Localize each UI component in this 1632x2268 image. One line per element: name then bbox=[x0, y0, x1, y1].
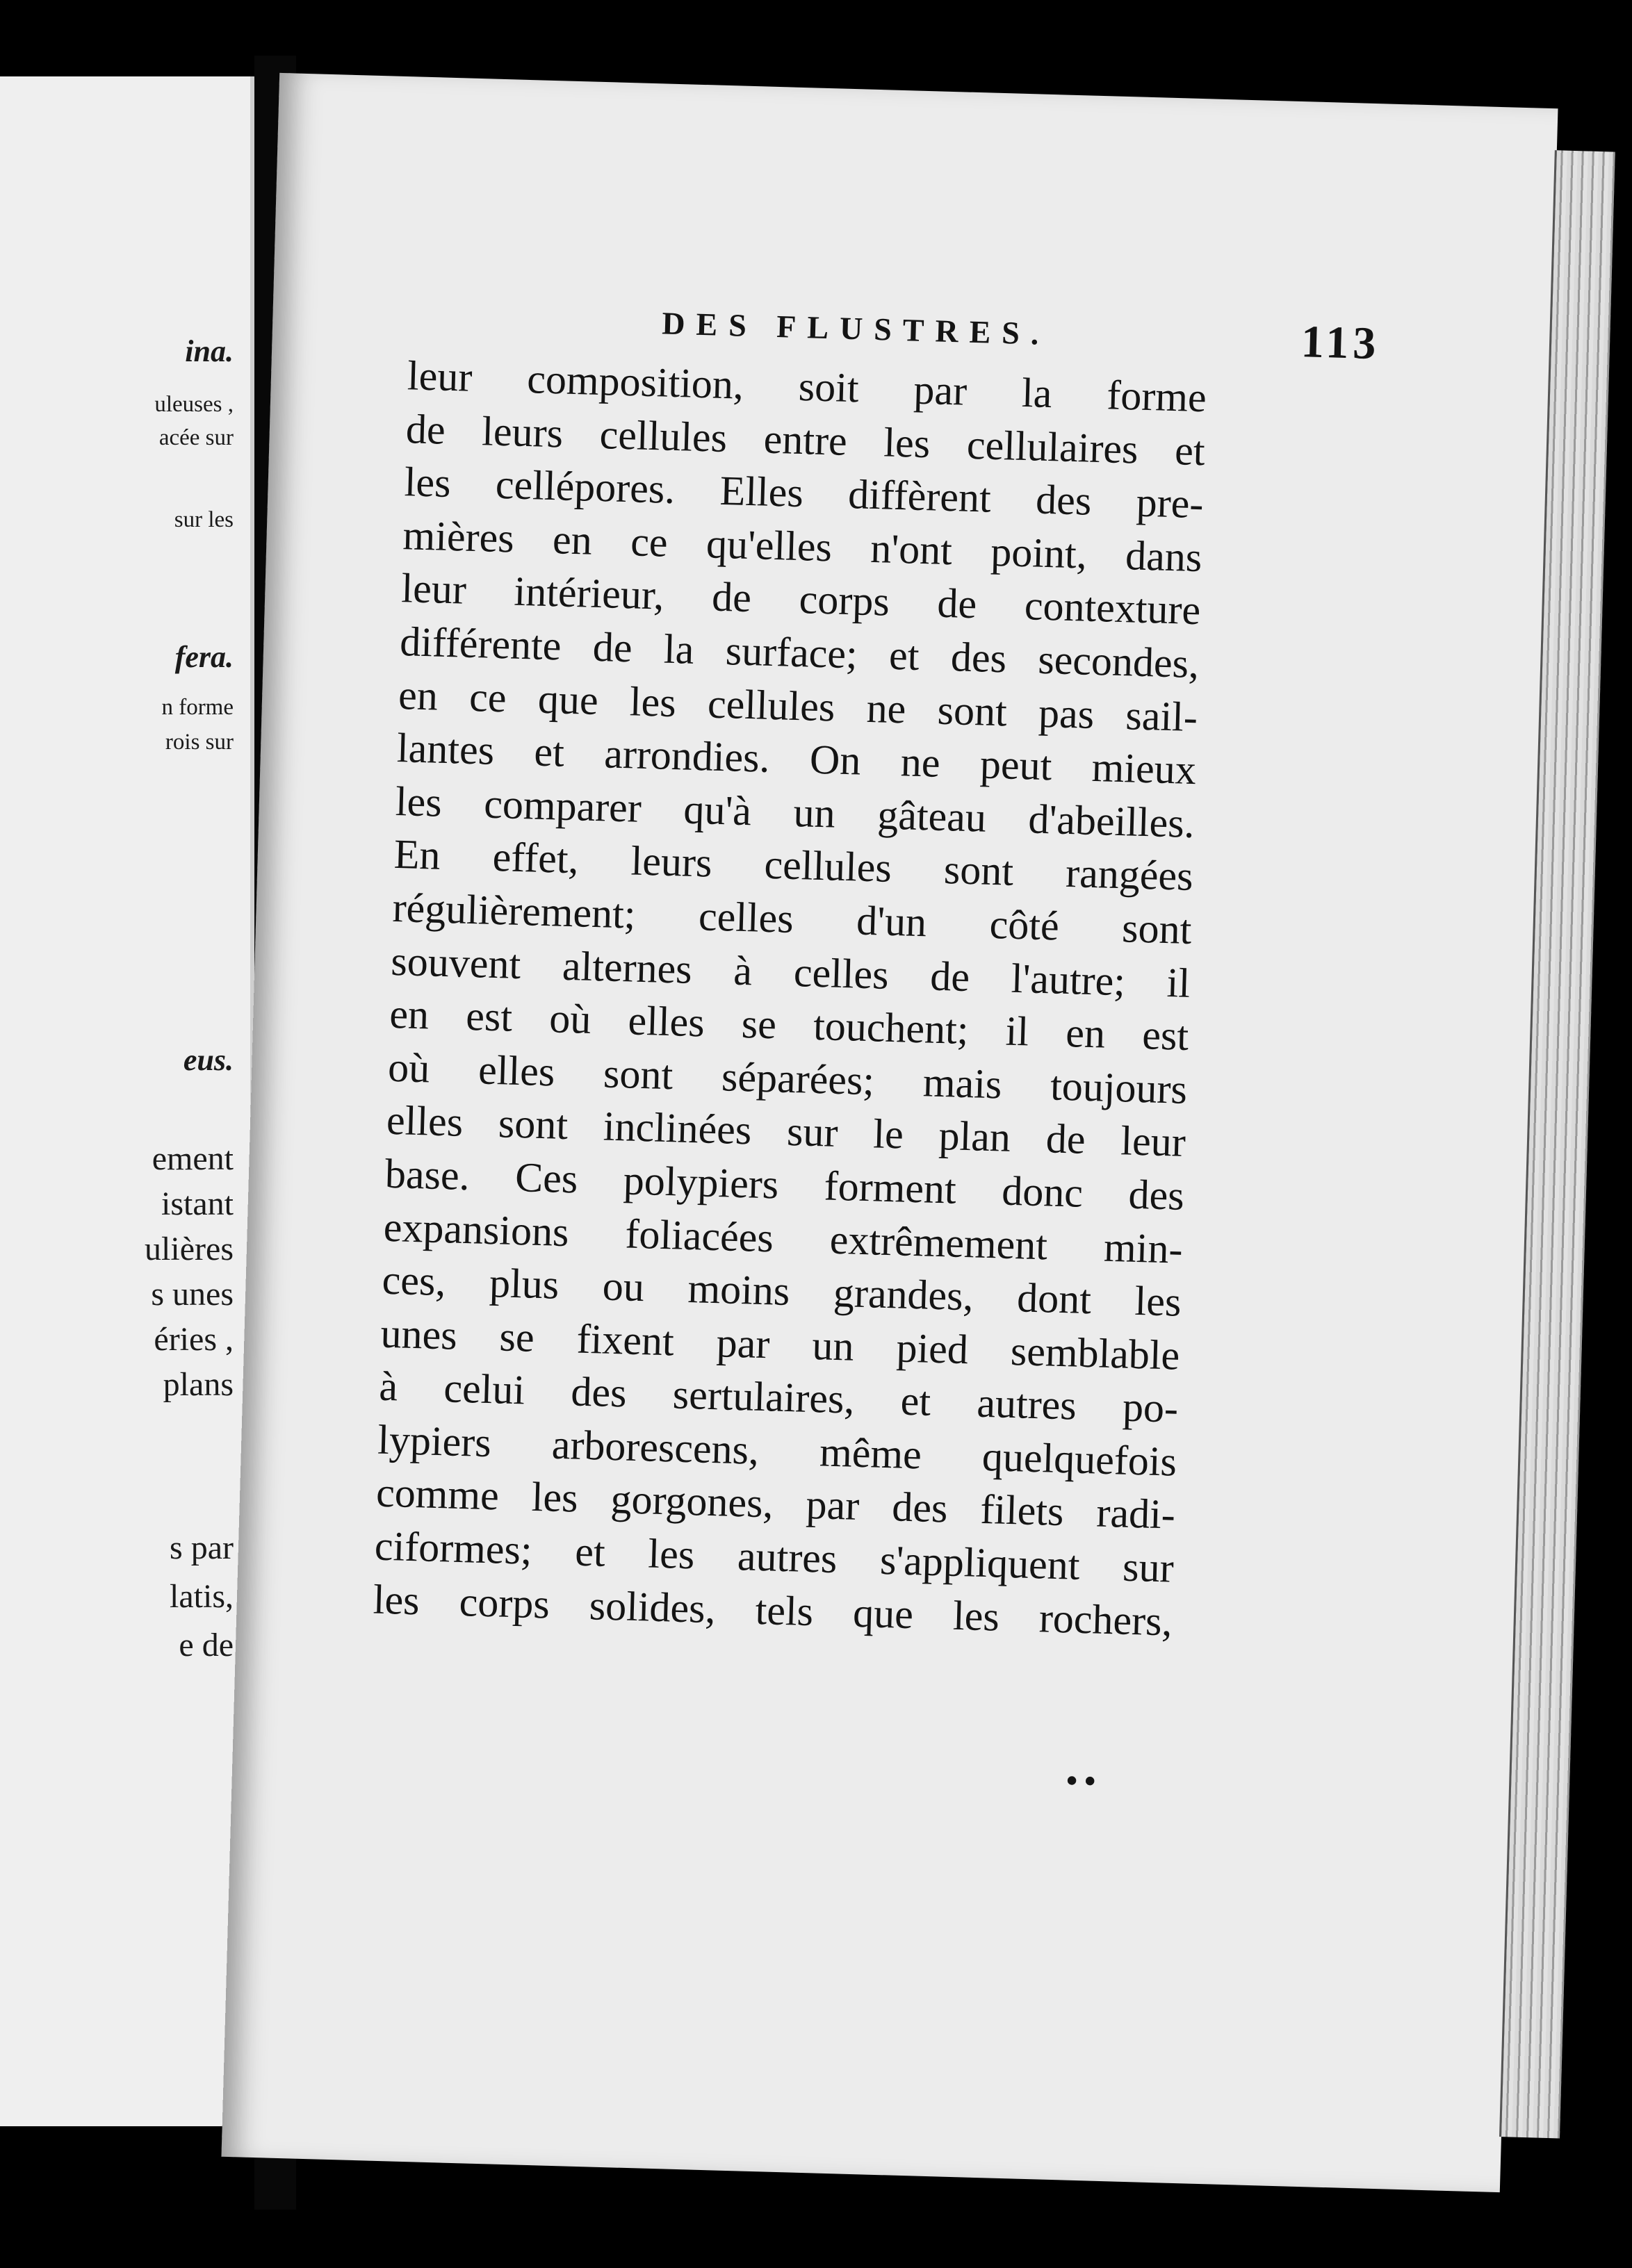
left-page-line: latis, bbox=[170, 1578, 234, 1615]
left-page-line: uleuses , bbox=[154, 392, 234, 417]
left-page-line: ement bbox=[152, 1140, 234, 1177]
text-line: ces, plus ou moins grandes, dont les bbox=[381, 1256, 1182, 1325]
text-line: base. Ces polypiers forment donc des bbox=[384, 1150, 1185, 1219]
left-page-line: e de bbox=[179, 1627, 234, 1663]
text-line: régulièrement; celles d'un côté sont bbox=[391, 884, 1193, 953]
text-line: comme les gorgones, par des filets radi- bbox=[375, 1470, 1176, 1538]
text-line: lantes et arrondies. On ne peut mieux bbox=[396, 725, 1197, 794]
left-page-line: ulières bbox=[145, 1231, 234, 1267]
book-page bbox=[221, 73, 1558, 2192]
text-line: les cellépores. Elles diffèrent des pre- bbox=[403, 459, 1205, 527]
text-line: ciformes; et les autres s'appliquent sur bbox=[374, 1522, 1175, 1591]
text-line: leur composition, soit par la forme bbox=[407, 352, 1207, 421]
text-line: à celui des sertulaires, et autres po- bbox=[378, 1363, 1179, 1432]
left-page-line: n forme bbox=[161, 695, 234, 720]
text-line: de leurs cellules entre les cellulaires et bbox=[405, 405, 1206, 474]
text-line: les comparer qu'à un gâteau d'abeilles. bbox=[395, 778, 1196, 846]
text-line: elles sont inclinées sur le plan de leur bbox=[386, 1097, 1186, 1166]
signature-mark: •• bbox=[1066, 1762, 1103, 1799]
left-page-line: istant bbox=[161, 1185, 234, 1222]
running-head: DES FLUSTRES. bbox=[661, 305, 1051, 352]
left-page-line: éries , bbox=[154, 1321, 234, 1358]
left-page-line: fera. bbox=[174, 640, 234, 674]
text-line: lypiers arborescens, même quelquefois bbox=[377, 1416, 1177, 1485]
left-page-line: ina. bbox=[185, 334, 234, 368]
left-page-line: eus. bbox=[183, 1043, 234, 1077]
left-page-line: rois sur bbox=[165, 730, 234, 755]
left-page-line: s par bbox=[170, 1529, 234, 1566]
text-line: différente de la surface; et des secondes, bbox=[399, 618, 1200, 687]
text-line: où elles sont séparées; mais toujours bbox=[387, 1044, 1188, 1112]
text-line: leur intérieur, de corps de contexture bbox=[400, 565, 1202, 634]
text-line: mières en ce qu'elles n'ont point, dans bbox=[402, 511, 1203, 580]
text-line: en est où elles se touchent; il en est bbox=[389, 990, 1189, 1060]
text-line: expansions foliacées extrêmement min- bbox=[383, 1203, 1184, 1272]
text-line: souvent alternes à celles de l'autre; il bbox=[390, 937, 1191, 1006]
page-fore-edge bbox=[1499, 150, 1615, 2138]
text-line: En effet, leurs cellules sont rangées bbox=[393, 831, 1194, 900]
body-text bbox=[373, 349, 1207, 1648]
text-line: en ce que les cellules ne sont pas sail- bbox=[398, 671, 1198, 740]
left-page-line: acée sur bbox=[158, 425, 234, 450]
text-line: unes se fixent par un pied semblable bbox=[380, 1310, 1181, 1379]
left-page-line: plans bbox=[163, 1366, 234, 1403]
left-page-line: sur les bbox=[174, 507, 234, 532]
left-page-line: s unes bbox=[151, 1276, 234, 1313]
page-number: 113 bbox=[1300, 316, 1381, 370]
text-line: les corps solides, tels que les rochers, bbox=[373, 1576, 1173, 1645]
previous-page-fragment bbox=[0, 76, 254, 2126]
